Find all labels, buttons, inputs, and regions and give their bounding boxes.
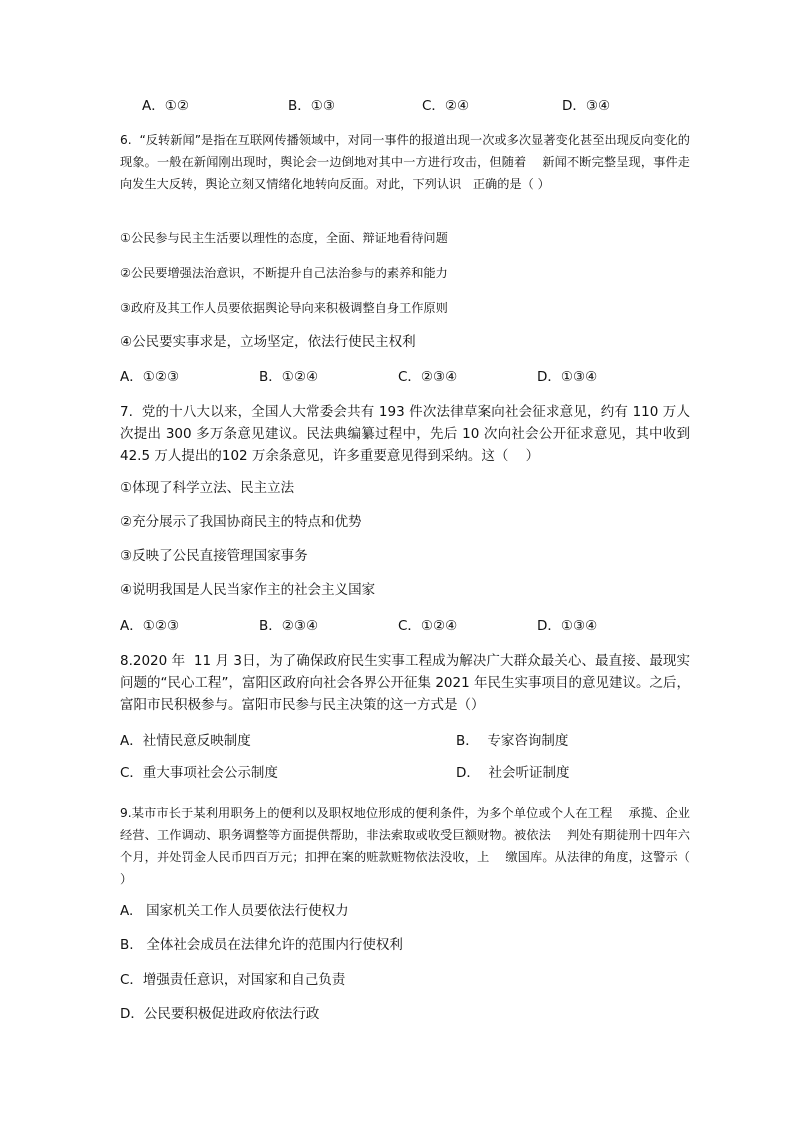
q6-statement-4: ④公民要实事求是，立场坚定，依法行使民主权利 — [120, 334, 416, 350]
q9-stem: 9.某市市长于某利用职务上的便利以及职权地位形成的便利条件，为多个单位或个人在工程 承揽、企业经营、工作调动、职务调整等方面提供帮助，非法索取或收受巨额财物。被依法 判处有期徒刑十四年六个月，并处罚金人民币四百万元；扣押在案的赃款赃物依法没收，上 缴国库。从法律的角度，这警示（ ） — [120, 806, 690, 886]
q6-option-a: A．①②③ — [120, 369, 180, 385]
q7-option-b: B．②③④ — [259, 618, 319, 634]
q7-statement-3: ③反映了公民直接管理国家事务 — [120, 548, 308, 564]
q6-statement-3: ③政府及其工作人员要依据舆论导向来积极调整自身工作原则 — [120, 301, 448, 315]
q7-statement-1: ①体现了科学立法、民主立法 — [120, 480, 295, 496]
q9-option-b: B. 全体社会成员在法律允许的范围内行使权利 — [120, 937, 403, 953]
q6-option-c: C．②③④ — [398, 369, 458, 385]
q5-option-b: B．①③ — [288, 98, 335, 114]
q6-statement-2: ②公民要增强法治意识，不断提升自己法治参与的素养和能力 — [120, 266, 448, 280]
q7-option-d: D．①③④ — [537, 618, 598, 634]
q8-option-d: D． 社会听证制度 — [456, 765, 570, 781]
q9-option-a: A. 国家机关工作人员要依法行使权力 — [120, 903, 349, 919]
q7-stem: 7. 党的十八大以来，全国人大常委会共有 193 件次法律草案向社会征求意见，约有 110 万人次提出 300 多万条意见建议。民法典编纂过程中，先后 10 次向社会公开征求意见，其中收到 42.5 万人提出的102 万余条意见，许多重要意见得到采纳。这（ ） — [120, 404, 690, 464]
q6-option-b: B．①②④ — [259, 369, 319, 385]
q9-option-d: D．公民要积极促进政府依法行政 — [120, 1006, 320, 1022]
q7-statement-2: ②充分展示了我国协商民主的特点和优势 — [120, 514, 362, 530]
q5-option-a: A．①② — [142, 98, 189, 114]
q7-option-c: C．①②④ — [398, 618, 458, 634]
q5-option-d: D．③④ — [562, 98, 611, 114]
q8-option-c: C．重大事项社会公示制度 — [120, 765, 278, 781]
q8-stem: 8.2020 年 11 月 3日，为了确保政府民生实事工程成为解决广大群众最关心、最直接、最现实问题的“民心工程”，富阳区政府向社会各界公开征集 2021 年民生实事项目的意见建议。之后，富阳市民积极参与。富阳市民参与民主决策的这一方式是（） — [120, 653, 690, 713]
q6-statement-1: ①公民参与民主生活要以理性的态度，全面、辩证地看待问题 — [120, 231, 448, 245]
q9-option-c: C．增强责任意识，对国家和自己负责 — [120, 972, 346, 988]
q7-option-a: A．①②③ — [120, 618, 180, 634]
q8-option-b: B． 专家咨询制度 — [456, 733, 569, 749]
q5-option-c: C．②④ — [422, 98, 470, 114]
q6-stem: 6. “反转新闻”是指在互联网传播领域中，对同一事件的报道出现一次或多次显著变化甚至出现反向变化的现象。一般在新闻刚出现时，舆论会一边倒地对其中一方进行攻击，但随着 新闻不断完整呈现，事件走向发生大反转，舆论立刻又情绪化地转向反面。对此，下列认识 正确的是（ ） — [120, 133, 690, 191]
q6-option-d: D．①③④ — [537, 369, 598, 385]
q7-statement-4: ④说明我国是人民当家作主的社会主义国家 — [120, 582, 376, 598]
q8-option-a: A．社情民意反映制度 — [120, 733, 251, 749]
